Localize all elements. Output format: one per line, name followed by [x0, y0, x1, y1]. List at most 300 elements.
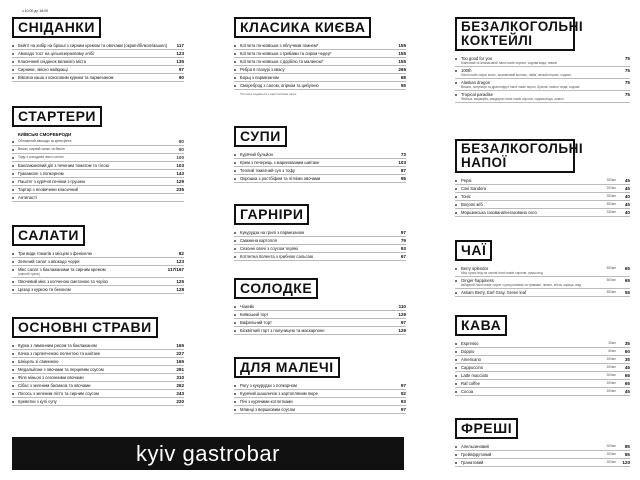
menu-section — [455, 315, 630, 396]
menu-item — [455, 451, 630, 459]
bullet-dot — [455, 204, 457, 206]
bullet-dot — [455, 454, 457, 456]
bullet-dot — [12, 69, 14, 71]
menu-item — [234, 229, 406, 237]
menu-item-name: Апельсиновий — [461, 444, 489, 449]
menu-item-list — [234, 229, 406, 261]
bullet-dot — [12, 173, 14, 175]
bullet-dot — [234, 314, 236, 316]
menu-item-price: 97 — [178, 67, 184, 72]
menu-item-price: 97 — [400, 230, 406, 235]
menu-item — [455, 443, 630, 451]
bullet-dot — [234, 178, 236, 180]
menu-item-name: КИЇВСЬКІ СМОРЕБРОДИ — [18, 132, 72, 137]
menu-item-price: 75 — [624, 56, 630, 61]
menu-item — [12, 131, 184, 138]
menu-item-name: Смажена картопля — [240, 238, 277, 243]
bullet-dot — [234, 240, 236, 242]
menu-item — [12, 138, 184, 146]
menu-item-name: Бісквітний торт з полуницею та маскарпоне — [240, 328, 325, 333]
bullet-dot — [12, 45, 14, 47]
section-title: СНІДАНКИ — [12, 17, 101, 38]
bullet-dot — [12, 401, 14, 403]
menu-item-name: Курячий бульйон — [240, 152, 273, 157]
menu-item-name: Обтяжений авокадо та крем фета — [18, 139, 72, 143]
bullet-dot — [234, 162, 236, 164]
menu-item-price: 125 — [176, 279, 184, 284]
opening-hours: з 10:00 до 16:00 — [22, 9, 49, 13]
menu-item-name: Зелений салат з авокадо чорри — [18, 259, 80, 264]
section-title: КАВА — [455, 315, 507, 336]
bullet-dot — [455, 180, 457, 182]
menu-item-name: Паштет з курячої печінки з грушею — [18, 179, 86, 184]
menu-item-price: 135 — [176, 59, 184, 64]
menu-item — [455, 356, 630, 364]
menu-item-price: 60 — [624, 349, 630, 354]
section-title: СУПИ — [234, 126, 287, 147]
menu-item-name: Сирники, звісно найкращі — [18, 67, 68, 72]
menu-item — [12, 398, 184, 406]
menu-item-name: Americano — [461, 357, 482, 362]
bullet-dot — [12, 289, 14, 291]
menu-item-price: 103 — [176, 163, 184, 168]
menu-item-price: 155 — [398, 59, 406, 64]
bullet-dot — [12, 157, 14, 159]
menu-item-name: Грейпфрутовий — [461, 452, 492, 457]
menu-item-volume: 200мл — [606, 186, 616, 190]
menu-item-list — [455, 177, 630, 217]
menu-item — [234, 237, 406, 245]
menu-item-list — [12, 342, 184, 406]
menu-item-price: 87 — [400, 168, 406, 173]
menu-item-volume: 500мл — [606, 290, 616, 294]
menu-item-name: Креветки з купі супу — [18, 399, 57, 404]
bullet-dot — [234, 306, 236, 308]
brand-logo: kyiv gastrobar — [12, 437, 404, 470]
menu-item — [455, 193, 630, 201]
menu-item-name: Сезонні овочі з соусом теріякі — [240, 246, 298, 251]
menu-item-volume: 300мл — [606, 194, 616, 198]
menu-item — [234, 327, 406, 335]
menu-item — [12, 366, 184, 374]
menu-item — [12, 390, 184, 398]
bullet-dot — [234, 77, 236, 79]
menu-item-list — [455, 340, 630, 396]
menu-item — [12, 258, 184, 266]
menu-item — [234, 151, 406, 159]
menu-item-price: 143 — [176, 171, 184, 176]
menu-item — [234, 311, 406, 319]
menu-item — [455, 364, 630, 372]
menu-item — [455, 177, 630, 185]
menu-item — [12, 374, 184, 382]
menu-item-price: 75 — [624, 80, 630, 85]
menu-item-name: Авокадо тост на цільнозерновому хлібі — [18, 51, 94, 56]
bullet-dot — [455, 94, 457, 96]
menu-item-name: Векон, сирний чанко та бекон — [18, 147, 65, 151]
menu-item-price: 310 — [176, 375, 184, 380]
menu-item-price: 73 — [400, 152, 406, 157]
menu-item-volume: 200мл — [606, 444, 616, 448]
menu-item-name: Цезар з куркою та беконом — [18, 287, 71, 292]
bullet-dot — [234, 248, 236, 250]
menu-item-list — [12, 42, 184, 82]
menu-item-name: Too good for you — [461, 56, 493, 61]
menu-section — [12, 17, 184, 82]
menu-item-price: 85 — [624, 444, 630, 449]
menu-section — [234, 204, 406, 261]
bullet-dot — [455, 391, 457, 393]
menu-item-name: Espresso — [461, 341, 479, 346]
menu-item-price: 65 — [624, 278, 630, 283]
menu-item-price: 123 — [176, 51, 184, 56]
menu-item — [12, 358, 184, 366]
menu-item — [455, 388, 630, 396]
menu-item-name: Качка з гарпелченою полентою та шиітаке — [18, 351, 101, 356]
menu-item — [12, 342, 184, 350]
menu-section — [455, 240, 630, 297]
menu-item-name: Ребра в глазурі з квасу — [240, 67, 285, 72]
menu-item-price: 90 — [178, 75, 184, 80]
menu-item-volume: 30мл — [608, 341, 616, 345]
menu-item-name: Котлета по-київськи з грибами та сиром чедер* — [240, 51, 332, 56]
menu-item-name: Ginger happiness — [461, 278, 494, 283]
menu-item-volume: 200мл — [606, 452, 616, 456]
menu-item-list — [12, 131, 184, 202]
menu-item-list — [12, 250, 184, 294]
menu-item-price: 45 — [624, 178, 630, 183]
bullet-dot — [455, 383, 457, 385]
menu-item — [12, 58, 184, 66]
menu-item-name: Лосось з зеленим пісто та сирним соусом — [18, 391, 99, 396]
menu-item — [234, 390, 406, 398]
menu-section — [455, 139, 630, 217]
menu-section — [234, 357, 406, 414]
menu-item-price: 220 — [176, 399, 184, 404]
menu-item-price: 117 — [176, 43, 184, 48]
menu-item-price: 80 — [178, 139, 184, 144]
bullet-dot — [234, 401, 236, 403]
menu-item — [12, 42, 184, 50]
bullet-dot — [234, 69, 236, 71]
bullet-dot — [12, 393, 14, 395]
menu-item-price: 291 — [176, 367, 184, 372]
menu-item — [12, 286, 184, 294]
menu-item — [234, 159, 406, 167]
menu-item — [12, 350, 184, 358]
menu-item — [455, 67, 630, 79]
menu-item-list — [455, 265, 630, 297]
menu-item — [455, 289, 630, 297]
bullet-dot — [455, 292, 457, 294]
bullet-dot — [455, 58, 457, 60]
menu-item — [12, 66, 184, 74]
section-title: ФРЕШІ — [455, 418, 518, 439]
menu-item — [12, 178, 184, 186]
menu-item-name: Raf coffee — [461, 381, 481, 386]
menu-item-price: 55 — [624, 290, 630, 295]
menu-item — [12, 170, 184, 178]
menu-item — [234, 382, 406, 390]
menu-item-name: Теплий томатний суп з тофу — [240, 168, 295, 173]
bullet-dot — [12, 53, 14, 55]
menu-section — [12, 106, 184, 202]
menu-item-name: Doppio — [461, 349, 475, 354]
menu-item-price: 235 — [176, 187, 184, 192]
menu-item-name: Котлета по-київськи з яблучним гомнем* — [240, 43, 319, 48]
bullet-dot — [12, 281, 14, 283]
menu-item-price: 92 — [400, 391, 406, 396]
menu-item-volume: 500мл — [606, 266, 616, 270]
menu-item-volume: 330мл — [606, 210, 616, 214]
menu-item-price: 103 — [398, 160, 406, 165]
menu-item-price: 35 — [624, 357, 630, 362]
menu-item-price: 65 — [624, 381, 630, 386]
bullet-dot — [234, 154, 236, 156]
menu-item — [12, 154, 184, 162]
menu-item — [455, 185, 630, 193]
menu-item-name: Тоніс — [461, 194, 471, 199]
bullet-dot — [234, 322, 236, 324]
menu-item-price: 55 — [400, 83, 406, 88]
menu-item — [234, 50, 406, 58]
menu-item-name: Бейгл на хибір на бріоші з сирним кремом та овочами (окраїн/білкол/машел) — [18, 43, 167, 48]
bullet-dot — [12, 261, 14, 263]
menu-item-name: Tropical paradise — [461, 92, 493, 97]
menu-section — [12, 317, 184, 406]
menu-item-price: 155 — [398, 43, 406, 48]
menu-item-name: Чізкейк — [240, 304, 255, 309]
menu-item — [234, 58, 406, 66]
menu-item-name: Котлета по-київськи з дорблю та малиною* — [240, 59, 324, 64]
menu-item-price: 45 — [624, 202, 630, 207]
menu-item-price: 110 — [398, 304, 406, 309]
menu-item-name: Pepsi — [461, 178, 472, 183]
bullet-dot — [12, 385, 14, 387]
menu-item-name: Окрошка з ростбіфом та літніми овочами — [240, 176, 321, 181]
menu-item — [455, 91, 630, 103]
bullet-dot — [12, 353, 14, 355]
section-title: ГАРНІРИ — [234, 204, 309, 225]
menu-item-list — [234, 42, 406, 90]
menu-item-volume: 300мл — [606, 178, 616, 182]
section-title: ДЛЯ МАЛЕЧІ — [234, 357, 340, 378]
menu-item-price: 117/167 — [167, 267, 184, 272]
menu-item-price: 243 — [176, 391, 184, 396]
bullet-dot — [12, 345, 14, 347]
bullet-dot — [234, 45, 236, 47]
menu-item-name: Пічі з курячими котлетками — [240, 399, 293, 404]
section-title: БЕЗАЛКОГОЛЬНІ КОКТЕЙЛІ — [455, 17, 575, 51]
menu-item-price: 45 — [624, 365, 630, 370]
section-title: ЧАЇ — [455, 240, 492, 261]
menu-item-name: Рагу з кукурудзи з попкорном — [240, 383, 297, 388]
menu-item-name: Борщ з пармезаном — [240, 75, 279, 80]
menu-item-name: Овочевий мікс з копченою сметаною та чорізо — [18, 279, 108, 284]
menu-item-name: Київський торт — [240, 312, 269, 317]
menu-item — [12, 250, 184, 258]
menu-item-volume: 500мл — [606, 278, 616, 282]
menu-item-name: Три види томатів з місцем з феніхелю — [18, 251, 92, 256]
menu-item-price: 82 — [178, 251, 184, 256]
menu-item-name: Сібас з зеленим басмаєм та овочами — [18, 383, 91, 388]
bullet-dot — [455, 343, 457, 345]
menu-item-name: Borjomi ж/б — [461, 202, 483, 207]
menu-item — [455, 348, 630, 356]
menu-item-price: 129 — [398, 312, 406, 317]
bullet-dot — [12, 361, 14, 363]
menu-item-name: Cappuccino — [461, 365, 484, 370]
menu-item-price: 45 — [624, 389, 630, 394]
menu-item — [455, 209, 630, 217]
section-title: СОЛОДКЕ — [234, 278, 318, 299]
menu-item-description: Вишня, полуниця та драгонфрут hand made сироп, бузина, лимон, вода, содова — [461, 85, 580, 89]
menu-item-name: Млинці з вершковим соусом — [240, 407, 295, 412]
menu-section — [234, 126, 406, 183]
menu-item — [234, 82, 406, 90]
menu-item-name: Тартар з яловичини класичний — [18, 187, 78, 192]
bullet-dot — [12, 149, 14, 151]
menu-item-price: 80 — [178, 147, 184, 152]
menu-item-price: 120 — [622, 460, 630, 465]
section-title: БЕЗАЛКОГОЛЬНІ НАПОЇ — [455, 139, 575, 173]
menu-item-volume: 200мл — [606, 381, 616, 385]
bullet-dot — [12, 181, 14, 183]
bullet-dot — [455, 367, 457, 369]
menu-item-description: Hand made сироп кокос, ананасовий молоко, лайм, свіжий персик, содова — [461, 73, 571, 77]
menu-item-volume: 500мл — [606, 202, 616, 206]
menu-item-price: 97 — [400, 320, 406, 325]
menu-item-name: Сокі Sandora — [461, 186, 487, 191]
menu-item-price: 85 — [624, 452, 630, 457]
menu-item — [455, 380, 630, 388]
menu-item-price: 45 — [624, 186, 630, 191]
menu-item-name: Вівсяна каша з кокосовим курком та пармезаном — [18, 75, 114, 80]
menu-item — [234, 319, 406, 327]
bullet-dot — [12, 189, 14, 191]
menu-item-name: Моршинська газована/негазована скло — [461, 210, 537, 215]
section-title: САЛАТИ — [12, 225, 85, 246]
menu-item — [12, 278, 184, 286]
menu-item-price: 79 — [400, 238, 406, 243]
menu-section — [234, 278, 406, 335]
menu-item-name: Антипасті — [18, 195, 37, 200]
menu-item — [12, 162, 184, 170]
menu-item — [12, 194, 184, 202]
bullet-dot — [12, 369, 14, 371]
menu-item-price: 100 — [176, 155, 184, 160]
bullet-dot — [455, 82, 457, 84]
bullet-dot — [12, 269, 14, 271]
menu-item-description: Мікс сухих ягід на основі hand made сиропів, суміш ягід — [461, 271, 543, 275]
menu-item-name: Курячий шашличок з картопляним пюре — [240, 391, 318, 396]
bullet-dot — [12, 61, 14, 63]
menu-item-name: Філе міньон з сезонними овочами — [18, 375, 84, 380]
menu-item-volume: 60мл — [608, 349, 616, 353]
bullet-dot — [455, 188, 457, 190]
menu-item — [455, 372, 630, 380]
menu-item-name: Berry splendor — [461, 266, 489, 271]
menu-item-volume: 200мл — [606, 365, 616, 369]
menu-section — [234, 17, 406, 96]
menu-item-name: Баклажановий діп з печеним томатом та тілою — [18, 163, 109, 168]
menu-section — [455, 17, 630, 103]
bullet-dot — [455, 280, 457, 282]
menu-item-name: Смореброд з салом, огірком та цибулею — [240, 83, 319, 88]
menu-item — [234, 406, 406, 414]
menu-item — [234, 175, 406, 183]
section-title: СТАРТЕРИ — [12, 106, 102, 127]
menu-item-name: Курка з лимонним рисом та баклажаном — [18, 343, 97, 348]
menu-item-list — [234, 382, 406, 414]
bullet-dot — [234, 256, 236, 258]
menu-item-description: Манговий та ананасовий hand made сиропи, содова вода, лимон — [461, 61, 558, 65]
menu-item-price: 129 — [398, 328, 406, 333]
menu-item-price: 68 — [400, 75, 406, 80]
menu-item-name: Котлетна полента з грибною сальсою — [240, 254, 314, 259]
menu-item-name: Assam Berry, Earl Gray, Green leaf — [461, 290, 527, 295]
section-title: КЛАСИКА КИЄВА — [234, 17, 371, 38]
menu-item-name: Крем з печериць з маринованим шиітаке — [240, 160, 320, 165]
menu-item-price: 40 — [624, 210, 630, 215]
menu-item-volume: 300мл — [606, 373, 616, 377]
menu-item-name: Гуакамоле з попкорном — [18, 171, 64, 176]
menu-item-price: 97 — [400, 383, 406, 388]
menu-item — [455, 459, 630, 467]
menu-item — [234, 42, 406, 50]
bullet-dot — [455, 462, 457, 464]
menu-item-price: 40 — [624, 194, 630, 199]
menu-item-price: 155 — [398, 51, 406, 56]
menu-item-name: Медальйони з овочами та перцевим соусом — [18, 367, 104, 372]
menu-item-list — [234, 303, 406, 335]
menu-item-price: 265 — [398, 67, 406, 72]
bullet-dot — [455, 446, 457, 448]
menu-item-volume: 200мл — [606, 389, 616, 393]
menu-item — [455, 265, 630, 277]
bullet-dot — [234, 85, 236, 87]
bullet-dot — [234, 393, 236, 395]
bullet-dot — [12, 197, 14, 199]
menu-item-description: Фейхоа, маракуйя, мандарин hand made сиропи, содова вода, лимон — [461, 97, 564, 101]
menu-item-name: Шніцель зі свининою — [18, 359, 59, 364]
menu-item-price: 123 — [176, 259, 184, 264]
menu-item — [455, 55, 630, 67]
bullet-dot — [12, 141, 14, 143]
menu-section — [12, 225, 184, 294]
menu-item — [234, 303, 406, 311]
menu-item-description: Імбирний hand made сироп з цитрусовими та травами, лимон, м'ята, кориця, мед — [461, 283, 582, 287]
menu-item — [455, 340, 630, 348]
bullet-dot — [12, 377, 14, 379]
menu-item — [12, 382, 184, 390]
menu-item-price: 165 — [176, 343, 184, 348]
menu-item-price: 35 — [624, 341, 630, 346]
menu-item-price: 75 — [624, 68, 630, 73]
menu-item-name: Alaskan dragon — [461, 80, 491, 85]
menu-item-name: Мікс салат з баклажанами та сирним кремом — [18, 267, 106, 272]
menu-item — [234, 74, 406, 82]
footnote: *Котлета подається з картопляним пюре — [240, 92, 297, 96]
bullet-dot — [455, 359, 457, 361]
menu-item-description: (сирний тужок) — [18, 272, 40, 276]
menu-item-price: 227 — [176, 351, 184, 356]
menu-item-price: 75 — [624, 92, 630, 97]
menu-item — [12, 266, 184, 278]
menu-item — [12, 50, 184, 58]
menu-item — [455, 201, 630, 209]
menu-item — [455, 79, 630, 91]
